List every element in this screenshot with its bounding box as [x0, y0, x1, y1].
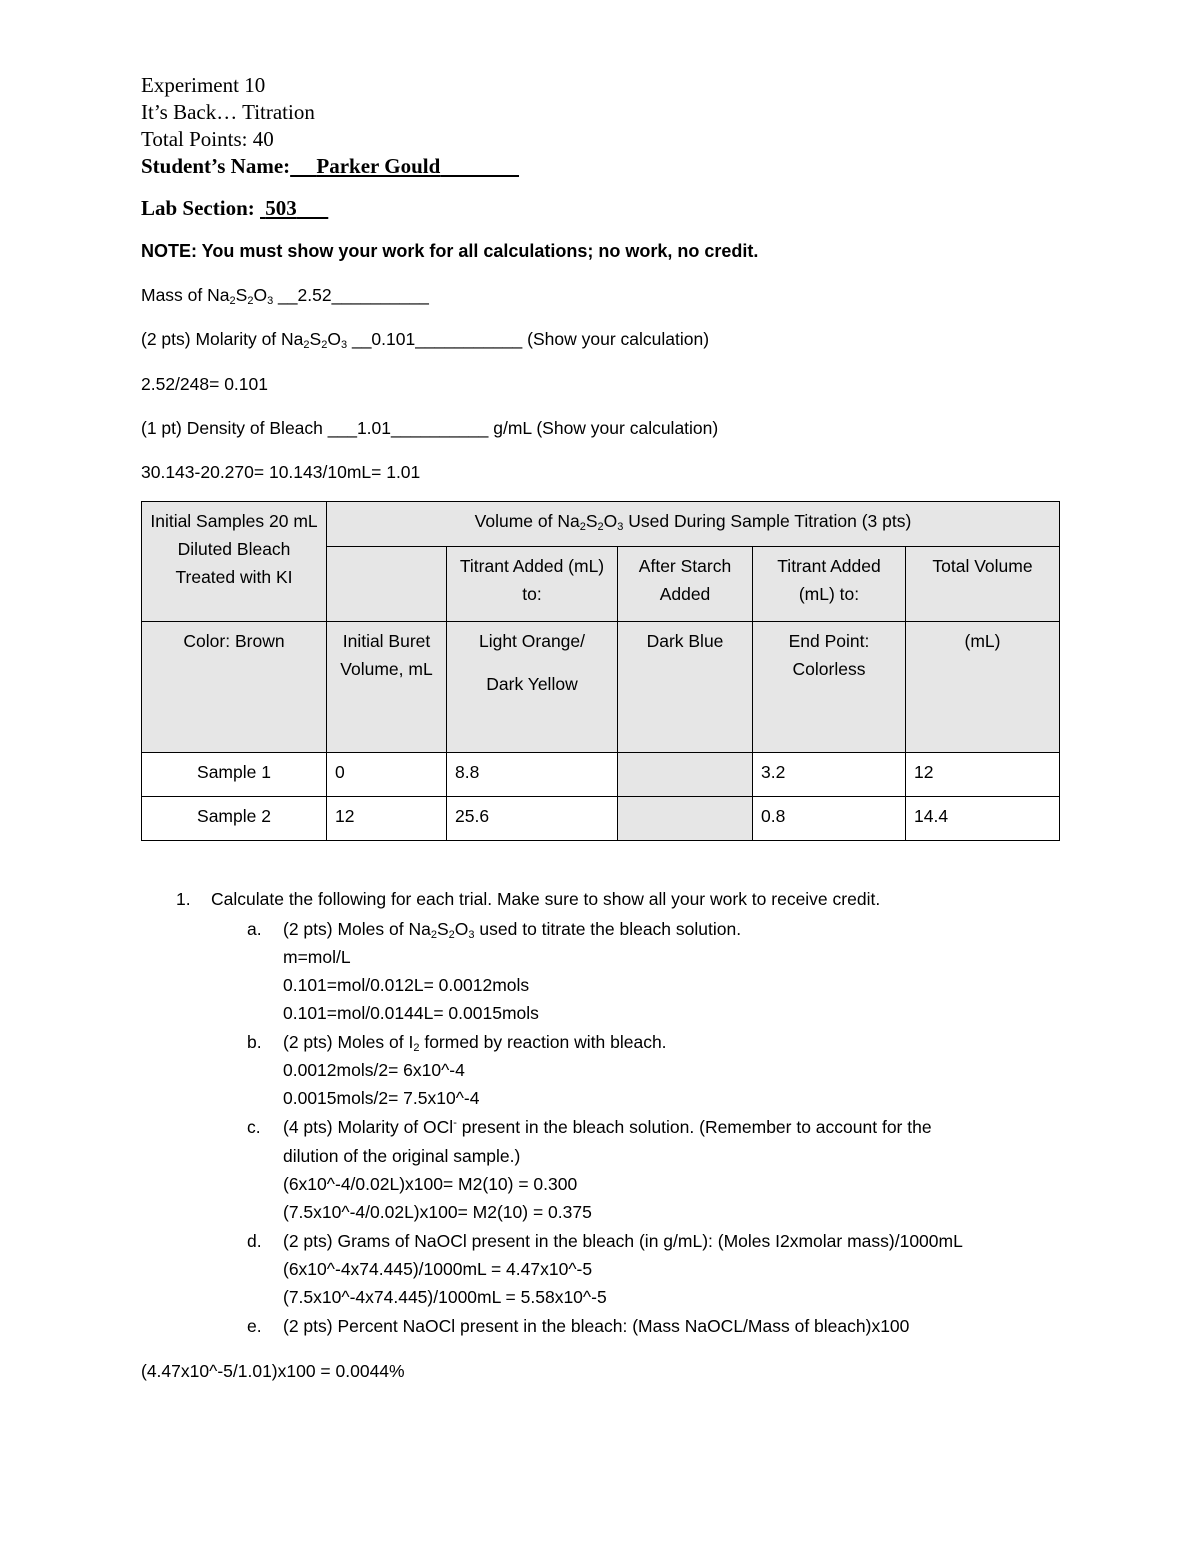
- total-volume: 14.4: [906, 797, 1060, 841]
- initial-buret-cell: Initial Buret Volume, mL: [327, 622, 447, 753]
- table-subheader: Titrant Added (mL) to:: [753, 547, 906, 622]
- table-row: [142, 797, 1060, 841]
- density-label: (1 pt) Density of Bleach: [141, 418, 328, 438]
- density-value: 1.01: [356, 418, 392, 438]
- qe-final-answer: (4.47x10^-5/1.01)x100 = 0.0044%: [141, 1361, 405, 1381]
- table-subheader: Titrant Added (mL) to:: [447, 547, 618, 622]
- total-volume: 12: [906, 753, 1060, 797]
- qd-work: (6x10^-4x74.445)/1000mL = 4.47x10^-5: [283, 1259, 593, 1279]
- work-note: NOTE: You must show your work for all calculations; no work, no credit.: [141, 241, 759, 261]
- qc-label: c.: [247, 1117, 261, 1137]
- titration-table: [141, 501, 1060, 841]
- table-span-header: Volume of $Na_2S_2O_3$ Used During Sample Titration (3 pts): [327, 502, 1060, 547]
- qc-text-continued: dilution of the original sample.): [283, 1146, 521, 1166]
- qc-work: (6x10^-4/0.02L)x100= M2(10) = 0.300: [283, 1174, 578, 1194]
- after-starch: [618, 753, 753, 797]
- molarity-show-calc: (Show your calculation): [527, 329, 710, 349]
- student-name-label: Student’s Name:: [141, 154, 291, 178]
- initial-volume: 12: [327, 797, 447, 841]
- lab-section-label: Lab Section:: [141, 196, 255, 220]
- mass-value: 2.52: [297, 285, 332, 305]
- end-point-cell: End Point: Colorless: [753, 622, 906, 753]
- initial-volume: 0: [327, 753, 447, 797]
- after-starch: [618, 797, 753, 841]
- qb-text: (2 pts) Moles of $I_2$ formed by reaction with bleach.: [283, 1032, 667, 1054]
- table-subheader: After Starch Added: [618, 547, 753, 622]
- q1-number: 1.: [176, 889, 191, 909]
- table-row: [142, 753, 1060, 797]
- qe-text: (2 pts) Percent NaOCl present in the bleach: (Mass NaOCL/Mass of bleach)x100: [283, 1316, 910, 1336]
- qe-label: e.: [247, 1316, 262, 1336]
- qa-work: 0.101=mol/0.0144L= 0.0015mols: [283, 1003, 539, 1023]
- sample-label: Sample 2: [142, 797, 327, 841]
- light-orange-cell: Light Orange/ Dark Yellow: [447, 622, 618, 753]
- mass-line: Mass of $Na_2S_2O_3$ __2.52__________: [141, 285, 429, 307]
- mass-label: Mass of Na: [141, 285, 230, 305]
- qd-work: (7.5x10^-4x74.445)/1000mL = 5.58x10^-5: [283, 1287, 607, 1307]
- total-points: Total Points: 40: [141, 127, 274, 151]
- qa-work: 0.101=mol/0.012L= 0.0012mols: [283, 975, 530, 995]
- qa-label: a.: [247, 919, 262, 939]
- density-line: (1 pt) Density of Bleach ___1.01__________ g/mL (Show your calculation): [141, 418, 719, 438]
- qc-text: (4 pts) Molarity of OCl- present in the bleach solution. (Remember to account for the: [283, 1117, 932, 1137]
- density-unit: g/mL (Show your calculation): [493, 418, 719, 438]
- density-calculation: 30.143-20.270= 10.143/10mL= 1.01: [141, 462, 421, 482]
- lab-section-line: [141, 195, 328, 222]
- qd-label: d.: [247, 1231, 262, 1251]
- experiment-number: Experiment 10: [141, 73, 266, 97]
- table-subheader: Total Volume: [906, 547, 1060, 622]
- ml-unit-cell: (mL): [906, 622, 1060, 753]
- molarity-label: (2 pts) Molarity of Na: [141, 329, 304, 349]
- qd-text: (2 pts) Grams of NaOCl present in the bleach (in g/mL): (Moles I2xmolar mass)/1000mL: [283, 1231, 963, 1251]
- molarity-line: (2 pts) Molarity of $Na_2S_2O_3$ __0.101___________ (Show your calculation): [141, 329, 710, 351]
- color-brown-cell: Color: Brown: [142, 622, 327, 753]
- qa-text: (2 pts) Moles of $Na_2S_2O_3$ used to titrate the bleach solution.: [283, 919, 742, 941]
- qc-work: (7.5x10^-4/0.02L)x100= M2(10) = 0.375: [283, 1202, 592, 1222]
- student-name-value: Parker Gould: [316, 154, 441, 178]
- lab-section-value: 503: [265, 196, 297, 220]
- sample-label: Sample 1: [142, 753, 327, 797]
- table-subheader: [327, 547, 447, 622]
- q1-text: Calculate the following for each trial. Make sure to show all your work to receive credit.: [211, 889, 881, 909]
- qb-label: b.: [247, 1032, 262, 1052]
- experiment-title: It’s Back… Titration: [141, 100, 315, 124]
- dark-blue-cell: Dark Blue: [618, 622, 753, 753]
- table-corner-header: Initial Samples 20 mL Diluted Bleach Treated with KI: [142, 502, 327, 622]
- qa-work: m=mol/L: [283, 947, 351, 967]
- molarity-calculation: 2.52/248= 0.101: [141, 374, 268, 394]
- titrant-to-yellow: 8.8: [447, 753, 618, 797]
- student-name-line: [141, 153, 519, 180]
- qb-work: 0.0015mols/2= 7.5x10^-4: [283, 1088, 480, 1108]
- qb-work: 0.0012mols/2= 6x10^-4: [283, 1060, 465, 1080]
- titrant-to-colorless: 0.8: [753, 797, 906, 841]
- molarity-value: 0.101: [371, 329, 416, 349]
- titrant-to-yellow: 25.6: [447, 797, 618, 841]
- titrant-to-colorless: 3.2: [753, 753, 906, 797]
